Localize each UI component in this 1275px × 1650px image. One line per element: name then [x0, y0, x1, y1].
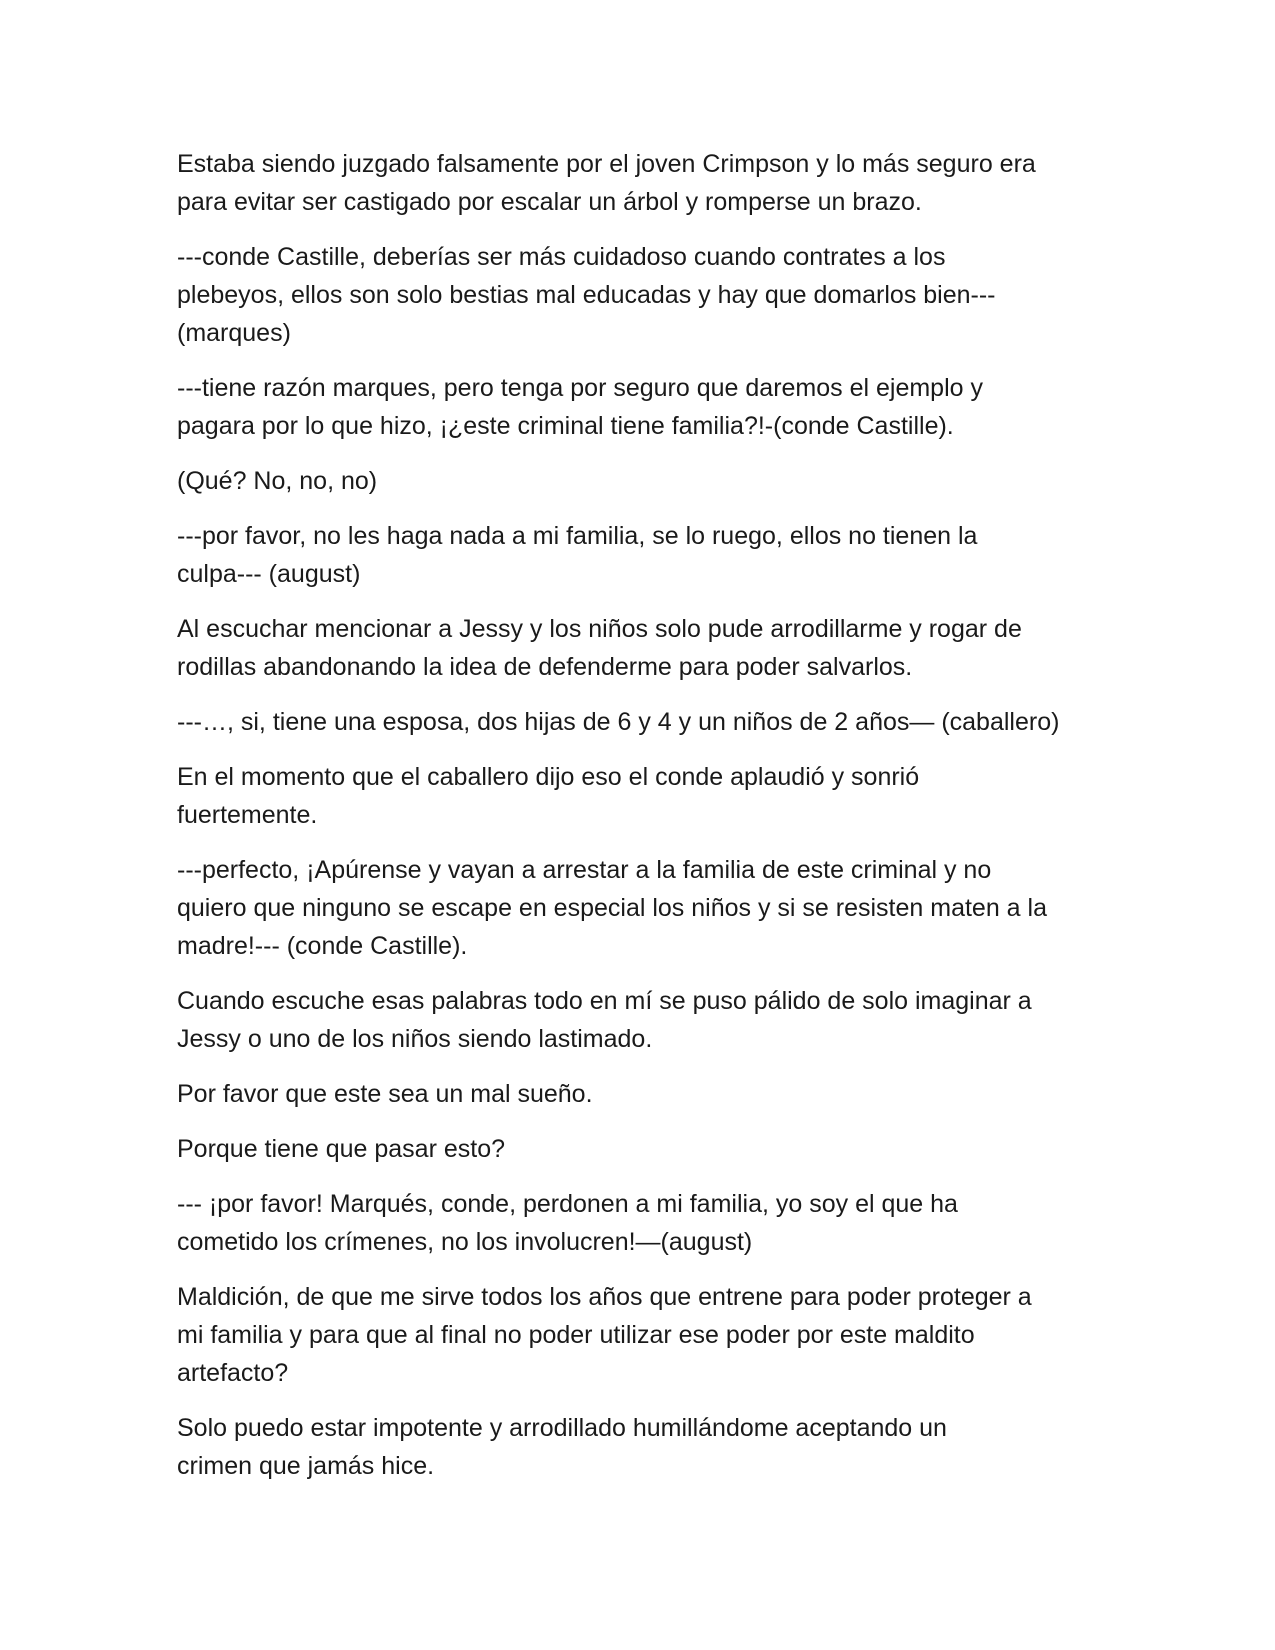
- paragraph: Por favor que este sea un mal sueño.: [177, 1080, 593, 1108]
- paragraph: ---tiene razón marques, pero tenga por seguro que daremos el ejemplo y pagara por lo que hizo, ¡¿este criminal tiene familia?!-(conde Castille).: [177, 374, 983, 440]
- paragraph: (Qué? No, no, no): [177, 467, 378, 495]
- paragraph: Maldición, de que me sirve todos los años que entrene para poder proteger a mi familia y para que al final no poder utilizar ese poder por este maldito artefacto?: [177, 1283, 1032, 1387]
- paragraph: ---…, si, tiene una esposa, dos hijas de 6 y 4 y un niños de 2 años— (caballero): [177, 708, 1060, 736]
- paragraph: Cuando escuche esas palabras todo en mí se puso pálido de solo imaginar a Jessy o uno de los niños siendo lastimado.: [177, 987, 1032, 1053]
- paragraph: En el momento que el caballero dijo eso el conde aplaudió y sonrió fuertemente.: [177, 763, 920, 829]
- paragraph: Estaba siendo juzgado falsamente por el joven Crimpson y lo más seguro era para evitar ser castigado por escalar un árbol y romperse un brazo.: [177, 150, 1036, 216]
- paragraph: ---por favor, no les haga nada a mi familia, se lo ruego, ellos no tienen la culpa--- (august): [177, 522, 978, 588]
- paragraph: Solo puedo estar impotente y arrodillado humillándome aceptando un crimen que jamás hice.: [177, 1414, 947, 1480]
- paragraph: ---conde Castille, deberías ser más cuidadoso cuando contrates a los plebeyos, ellos son solo bestias mal educadas y hay que domarlos bien--- (marques): [177, 243, 996, 347]
- paragraph: Porque tiene que pasar esto?: [177, 1135, 506, 1163]
- paragraph: --- ¡por favor! Marqués, conde, perdonen a mi familia, yo soy el que ha cometido los crímenes, no los involucren!—(august): [177, 1190, 958, 1256]
- paragraph: ---perfecto, ¡Apúrense y vayan a arrestar a la familia de este criminal y no quiero que ninguno se escape en especial los niños y si se resisten maten a la madre!--- (conde Castille).: [177, 856, 1047, 960]
- document-body: [177, 145, 1117, 1502]
- paragraph: Al escuchar mencionar a Jessy y los niños solo pude arrodillarme y rogar de rodillas abandonando la idea de defenderme para poder salvarlos.: [177, 615, 1022, 681]
